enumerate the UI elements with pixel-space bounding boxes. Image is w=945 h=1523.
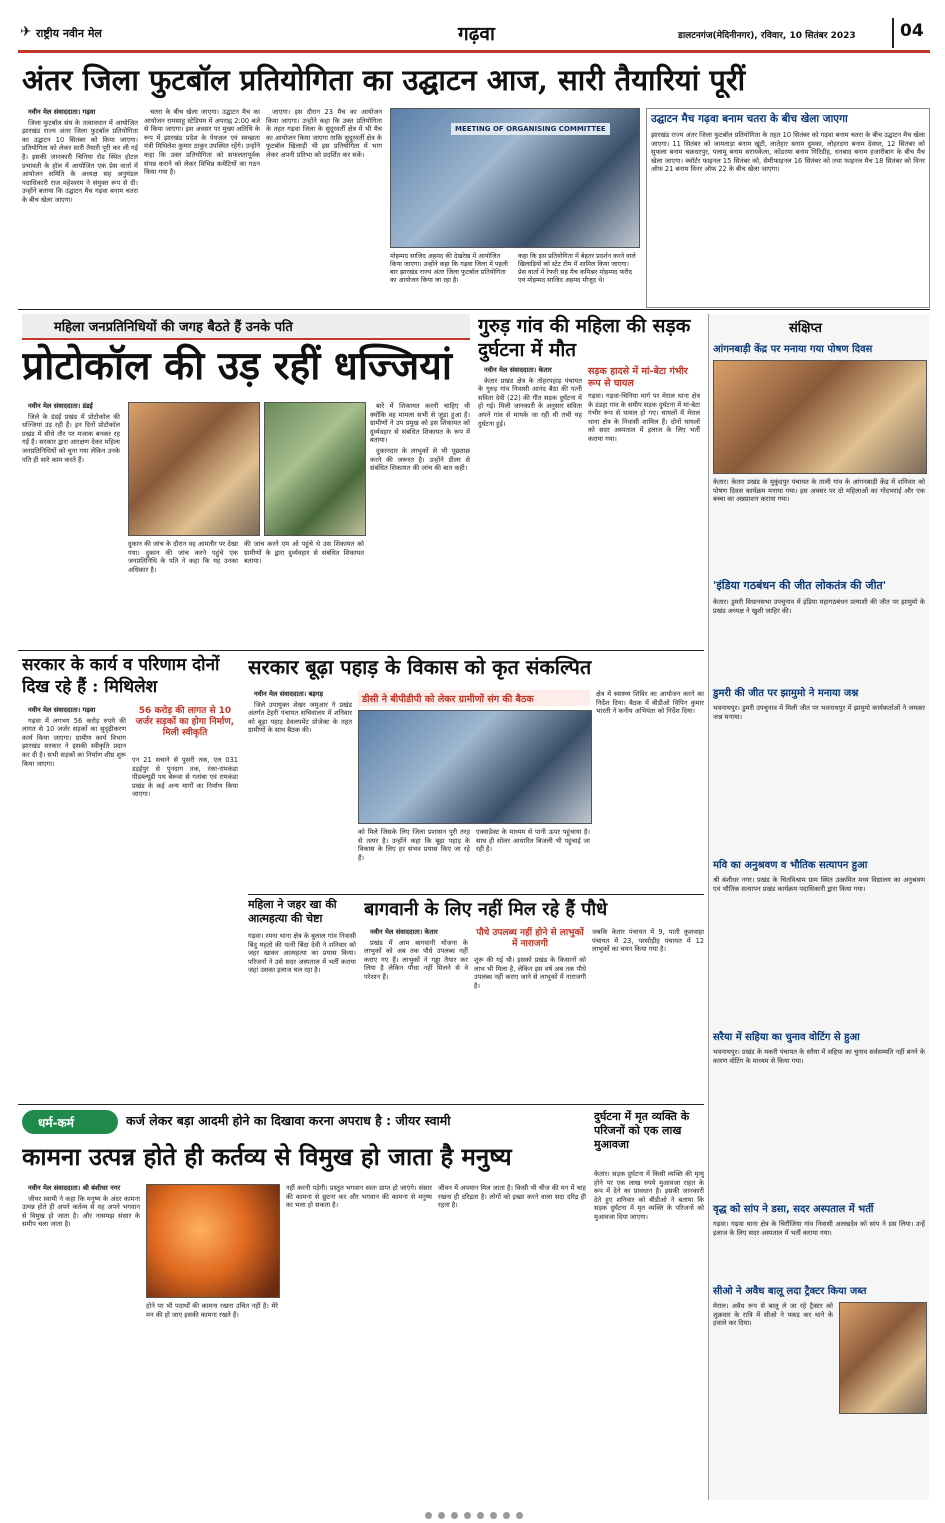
jahar-text: गढ़वा। रमना थाना क्षेत्र के बुलाल गांव निवासी बिंदु महतो की पत्नी बिंदा देवी ने शनिवार को जहर खाकर आत्महत्या का प्रयास किया। परिजनों ने उसे सदर अस्पताल में भर्ती कराया जहां उसका इलाज चल रहा है। bbox=[248, 932, 356, 975]
budhapahad-headline: सरकार बूढ़ा पहाड़ के विकास को कृत संकल्पित bbox=[248, 655, 592, 679]
sankshipt-column bbox=[708, 314, 929, 1500]
brief-text-7: मेराल। अवैध रूप से बालू ले जा रहे ट्रैक्टर को शुक्रवार के रात्रि में सीओ ने पकड़ कर थाने के हवाले कर दिया। bbox=[713, 1302, 833, 1328]
brief-text-2: केतार। डुमरी विधानसभा उपचुनाव में इंडिया महागठबंधन प्रत्याशी की जीत पर झामुमो के प्रखंड अध्यक्ष ने खुशी जाहिर की। bbox=[713, 598, 925, 615]
brief-heading-5: सरैया में सहिया का चुनाव वोटिंग से हुआ bbox=[713, 1032, 860, 1043]
opening-match-box bbox=[646, 108, 930, 308]
page-number: 04 bbox=[900, 21, 924, 41]
masthead bbox=[18, 18, 930, 48]
dharm-label: धर्म-कर्म bbox=[22, 1110, 118, 1134]
dharm-column-3: नहीं करनी पड़ेगी। प्रस्तुत भगवान स्वतः प्राप्त हो जाएंगे। संसार की कामना से छुटना कर और भगवान की कामना से मनुष्य का भला हो सकता है। bbox=[286, 1184, 432, 1210]
opening-match-text: झारखंड राज्य अंतर जिला फुटबॉल प्रतियोगिता के तहत 10 सितंबर को गढ़वा बनाम चतरा के बीच उद्घाटन मैच खेला जाएगा। 11 सितंबर को जामताड़ा बनाम खूंटी, लातेहार बनाम दुमका, लोहरदगा बनाम देवघर, 12 सितंबर को सुफला बनाम चक्रधरपुर, पलामू बनाम सरायकेला, कोडरमा बनाम गिरिडीह, धनबाद बनाम हजारीबाग के बीच मैच खेला जाएगा। क्वॉर्टर फाइनल 15 सितंबर को, सेमीफाइनल 16 सितंबर को तथा फाइनल मैच 18 सितंबर को विनर ऑफ 21 बनाम विनर ऑफ 22 के बीच खेला जाएगा। bbox=[651, 131, 925, 174]
footer-dots bbox=[18, 1504, 930, 1512]
budhapahad-subhead-bar bbox=[358, 690, 590, 706]
brief-heading-3: डुमरी की जीत पर झामुमो ने मनाया जश्न bbox=[713, 688, 859, 699]
dharm-kicker: कर्ज लेकर बड़ा आदमी होने का दिखावा करना अपराध है : जीयर स्वामी bbox=[126, 1113, 451, 1128]
bagwani-column-3: जबकि केतार पंचायत में 9, पाती कुशवाहा पंचायत में 23, परसोड़ीह पंचायत में 12 लाभुकों का चयन किया गया है। bbox=[592, 928, 704, 954]
brief-text-6: गढ़वा। गढ़वा थाना क्षेत्र के चिरौंजिया गांव निवासी अलखदेव को सांप ने डस लिया। उन्हें इलाज के लिए सदर अस्पताल में भर्ती कराया गया। bbox=[713, 1220, 925, 1237]
protocol-column-2: दुकान की जांच के दौरान वह आमतौर पर देखा गया। दुकान की जांच करने पहुंचे एक जनप्रतिनिधि के पति ने कहा कि यह उनका अधिकार है। bbox=[128, 540, 238, 574]
mithilesh-column-2: एन 21 सचाने से पुसरी तक, एल 031 डड़ईपुर से पुनदाग तक, रंका-रामकंडा पीडब्ल्यूडी पथ बेरूवा से गतांबा एवं रामकंडा प्रखंड के कई अन्य मार्गों का निर्माण किया जाएगा। bbox=[132, 756, 238, 799]
brief-text-5: भवनाथपुर। प्रखंड के मकरी पंचायत के सरैया में सहिया का चुनाव सर्वसम्मति नहीं बनने के कारण वोटिंग के माध्यम से किया गया। bbox=[713, 1048, 925, 1065]
masthead-rule bbox=[18, 50, 930, 53]
mithilesh-highlight: 56 करोड़ की लागत से 10 जर्जर सड़कों का होगा निर्माण, मिली स्वीकृति bbox=[135, 706, 235, 738]
brief-text-1: केतार। केतार प्रखंड के मुकुंदपुर पंचायत के ताली गांव के आंगनबाड़ी केंद्र में शनिवार को पोषण दिवस कार्यक्रम मनाया गया। इस अवसर पर दो महिलाओं का गोदभराई और एक बच्चा का अन्नप्राशन कराया गया। bbox=[713, 478, 925, 504]
dharm-column-4: जीवन में अपमान मिल जाता है। किसी भी चीज की मन में चाह रखना ही दरिद्रता है। लोगों को इच्छा करने वाला सदा दरिद्र ही रहता है। bbox=[438, 1184, 586, 1210]
budhapahad-column-2: को मिले जिसके लिए जिला प्रशासन पूरी तरह से तत्पर है। उन्होंने कहा कि बूढ़ा पहाड़ के विकास के लिए हर संभव प्रयास किए जा रहे हैं। bbox=[358, 828, 470, 862]
brief-photo-1 bbox=[713, 360, 927, 474]
garud-column-2: गढ़वा। गढ़वा-चिनिया मार्ग पर मेराल थाना क्षेत्र के डंडहा गांव के समीप सड़क दुर्घटना में मां-बेटा गंभीर रूप से घायल हो गए। घायलों में मेराल थाना क्षेत्र के निवासी शामिल हैं। दोनों घायलों को सदर अस्पताल में इलाज के लिए भर्ती कराया गया। bbox=[588, 392, 700, 443]
lead-column-1: नवीन मेल संवाददाता। गढ़वा जिला फुटबॉल संघ के तत्वावधान में आयोजित झारखंड राज्य अंतर जिला फुटबॉल प्रतियोगिता का उद्घाटन 10 सितंबर को किया जाएगा। प्रतियोगिता को लेकर सारी तैयारी पूरी कर ली गई है। इसकी जानकारी चिनिया रोड स्थित होटल प्रभावती के हॉल में आयोजित एक प्रेस वार्ता में आयोजन समिति के अध्यक्ष सह अनुमंडल पदाधिकारी राज महेश्वरम ने संयुक्त रूप से दी। उन्होंने बताया कि उद्घाटन मैच गढ़वा बनाम चतरा के बीच खेला जाएगा। bbox=[22, 108, 138, 204]
mithilesh-headline: सरकार के कार्य व परिणाम दोनों दिख रहे हैं : मिथिलेश bbox=[22, 655, 220, 697]
lead-column-2: चतरा के बीच खेला जाएगा। उद्घाटन मैच का आयोजन रामसाहू स्टेडियम में अपराह्न 2:00 बजे से किया जाएगा। इस अवसर पर मुख्य अतिथि के रूप में झारखंड प्रदेश के पेयजल एवं स्वच्छता मंत्री मिथिलेश कुमार ठाकुर उपस्थित रहेंगे। उन्होंने कहा कि उक्त प्रतियोगिता को सफलतापूर्वक संपन्न कराने को लेकर विभिन्न कमेटियों का गठन किया गया है। bbox=[144, 108, 260, 177]
jahar-headline: महिला ने जहर खा की आत्महत्या की चेष्टा bbox=[248, 898, 337, 925]
brief-heading-4: मवि का अनुश्रवण व भौतिक सत्यापन हुआ bbox=[713, 860, 868, 871]
brief-heading-1: आंगनबाड़ी केंद्र पर मनाया गया पोषण दिवस bbox=[713, 344, 873, 355]
protocol-column-3: की जांच करने एम ओ पहुंचे थे उस शिकायत को ग्रामीणों के द्वारा दुर्व्यवहार से संबंधित शिकायत बताया। bbox=[244, 540, 364, 566]
protocol-kicker: महिला जनप्रतिनिधियों की जगह बैठते हैं उनके पति bbox=[54, 320, 293, 335]
bagwani-column-1: नवीन मेल संवाददाता। केतार प्रखंड में आम बागवानी योजना के लाभुकों को अब तक पौधे उपलब्ध नहीं कराए गए हैं। लाभुकों ने गड्ढा तैयार कर लिया है लेकिन पौधा नहीं मिलने से वे परेशान हैं। bbox=[364, 928, 468, 981]
dharm-column-1: नवीन मेल संवाददाता। श्री बंशीधर नगर जीयर स्वामी ने कहा कि मनुष्य के अंदर कामना उत्पन्न होते ही अपने कर्तव्य से वह अपने भगवान से विमुख हो जाता है। और नासमझ संसार के समीप चला जाता है। bbox=[22, 1184, 140, 1229]
brief-text-4: श्री बंशीधर नगर। प्रखंड के चितविश्राम ग्राम स्थित उत्क्रमित मध्य विद्यालय का अनुश्रवण एवं भौतिक सत्यापन प्रखंड कार्यक्रम पदाधिकारी द्वारा किया गया। bbox=[713, 876, 925, 893]
mithilesh-column-1: नवीन मेल संवाददाता। गढ़वा गढ़वा में लगभग 56 करोड़ रुपये की लागत से 10 जर्जर सड़कों का सुदृढ़ीकरण कार्य किया जाएगा। ग्रामीण कार्य विभाग झारखंड सरकार ने इसकी स्वीकृति प्रदान कर दी है। सभी सड़कों का निर्माण शीघ्र शुरू किया जाएगा। bbox=[22, 706, 126, 768]
budhapahad-subhead: डीसी ने बीपीडीपी को लेकर ग्रामीणों संग की बैठक bbox=[362, 694, 534, 705]
brief-heading-6: वृद्ध को सांप ने डसा, सदर अस्पताल में भर्ती bbox=[713, 1204, 874, 1215]
bird-logo-icon: ✈ bbox=[20, 24, 32, 40]
bagwani-subhead: पौधे उपलब्ध नहीं होने से लाभुकों में नाराजगी bbox=[476, 928, 584, 949]
dateline: डालटनगंज(मेदिनीनगर), रविवार, 10 सितंबर 2023 bbox=[678, 31, 856, 41]
brief-heading-2: 'इंडिया गठबंधन की जीत लोकतंत्र की जीत' bbox=[713, 579, 887, 592]
lead-photo bbox=[390, 108, 640, 248]
section-title: गढ़वा bbox=[458, 23, 495, 45]
protocol-column-4: बारे में शिकायत करनी चाहिए थी क्योंकि वह मामला सभी से जुड़ा हुआ है। ग्रामीणों ने उप प्रमुख को इस शिकायत को दुर्व्यवहार से संबंधित शिकायत के रूप में बताया। दुकानदार के लाभुकों से भी पूछताछ करने की जरूरत है। उन्होंने डीलर से संबंधित शिकायत की जांच की बात कही। bbox=[370, 402, 470, 473]
brief-heading-7: सीओ ने अवैध बालू लदा ट्रैक्टर किया जब्त bbox=[713, 1286, 867, 1297]
accident-headline: दुर्घटना में मृत व्यक्ति के परिजनों को एक लाख मुआवजा bbox=[594, 1110, 690, 1151]
lead-headline: अंतर जिला फुटबॉल प्रतियोगिता का उद्घाटन आज, सारी तैयारियां पूरीं bbox=[22, 63, 746, 97]
bagwani-column-2: शुरू की गई थी। इसको प्रखंड के किसानों को लाभ भी मिला है, लेकिन इस वर्ष अब तक पौधे उपलब्ध नहीं कराए जाने से लाभुकों में नाराजगी है। bbox=[474, 956, 586, 990]
dharm-column-2: होने पर भी पदार्थों की कामना रखना उचित नहीं है। मेरे मन की हो जाए इसकी कामना रखते हैं। bbox=[146, 1302, 278, 1319]
masthead-logo: राष्ट्रीय नवीन मेल bbox=[36, 27, 102, 40]
garud-column-1: नवीन मेल संवाददाता। केतार केतार प्रखंड क्षेत्र के तोहरपहाड़ पंचायत के गुरुड़ गांव निवासी आनंद बैठा की पत्नी सविता देवी (22) की गीत सड़क दुर्घटना में हो गई। मिली जानकारी के अनुसार सविता अपने गांव से मायके जा रही थी तभी यह दुर्घटना हुई। bbox=[478, 366, 582, 428]
lead-caption-1: मोहम्मद साजिद अहमद की देखरेख में आयोजित किया जाएगा। उन्होंने कहा कि गढ़वा जिला में पहली बार झारखंड राज्य अंतर जिला फुटबॉल प्रतियोगिता का आयोजन किया जा रहा है। bbox=[390, 252, 508, 284]
lead-column-3: जाएगा। इस दौरान 23 मैच का आयोजन किया जाएगा। उन्होंने कहा कि उक्त प्रतियोगिता के तहत गढ़वा जिला के सुदूरवर्ती क्षेत्र में भी मैच का आयोजन किया जाएगा ताकि सुदूरवर्ती क्षेत्र के फुटबॉल खिलाड़ी भी इस प्रतियोगिता में भाग लेकर अपनी प्रतिभा को प्रदर्शित कर सकें। bbox=[266, 108, 382, 159]
budhapahad-column-3: एक्वाडेक्ट के माध्यम से पानी ऊपर पहुंचाया है। साथ ही सोलर आधारित बिजली भी पहुंचाई जा रही है। bbox=[476, 828, 590, 854]
opening-match-heading: उद्घाटन मैच गढ़वा बनाम चतरा के बीच खेला जाएगा bbox=[651, 113, 848, 125]
garud-headline: गुरुड़ गांव की महिला की सड़क दुर्घटना में मौत bbox=[478, 315, 691, 361]
lead-caption-2: कहा कि इस प्रतियोगिता में बेहतर प्रदर्शन करने वाले खिलाड़ियों को स्टेट टीम में शामिल किया जाएगा। प्रेस वार्ता में रेफरी सह मैच कमिश्नर मोहम्मद फरीद एवं मोहम्मद साजिद अहमद मौजूद थे। bbox=[518, 252, 636, 284]
brief-photo-7 bbox=[839, 1302, 927, 1414]
protocol-kicker-bar bbox=[22, 314, 470, 340]
brief-text-3: भवनाथपुर। डुमरी उपचुनाव में मिली जीत पर भवनाथपुर में झामुमो कार्यकर्ताओं ने जमकर जश्न मनाया। bbox=[713, 704, 925, 721]
garud-subhead: सड़क हादसे में मां-बेटा गंभीर रूप से घायल bbox=[588, 366, 688, 389]
dharm-photo bbox=[146, 1184, 280, 1298]
protocol-headline: प्रोटोकॉल की उड़ रहीं धज्जियां bbox=[22, 343, 452, 389]
sankshipt-label: संक्षिप्त bbox=[789, 321, 822, 336]
dharm-headline: कामना उत्पन्न होते ही कर्तव्य से विमुख हो जाता है मनुष्य bbox=[22, 1142, 512, 1171]
photo-banner: MEETING OF ORGANISING COMMITTEE bbox=[451, 123, 610, 135]
budhapahad-column-1: नवीन मेल संवाददाता। बड़गड़ जिले उपायुक्त शेखर जमुआर ने प्रखंड अंतर्गत टेहरी पंचायत सचिवालय में शनिवार को बूढ़ा पहाड़ डेवलपमेंट प्रोजेक्ट के तहत ग्रामीणों के साथ बैठक की। bbox=[248, 690, 352, 735]
bagwani-headline: बागवानी के लिए नहीं मिल रहे हैं पौधे bbox=[364, 899, 608, 920]
protocol-photo-1 bbox=[128, 402, 260, 536]
budhapahad-column-4: क्षेत्र में स्वास्थ्य शिविर का आयोजन करने का निर्देश दिया। बैठक में बीडीओ विपिन कुमार भारती ने कनीय अभियंता को निर्देश दिया। bbox=[596, 690, 704, 716]
budhapahad-photo bbox=[358, 710, 592, 824]
accident-text: केतार। सड़क दुर्घटना में किसी व्यक्ति की मृत्यु होने पर एक लाख रुपये मुआवजा राहत के रूप में देने का प्रावधान है। इसकी जानकारी देते हुए शनिवार को बीडीओ ने बताया कि सड़क दुर्घटना में मृत व्यक्ति के परिजनों को मुआवजा दिया जाएगा। bbox=[594, 1170, 704, 1221]
protocol-column-1: नवीन मेल संवाददाता। डंडई जिले के डंडई प्रखंड में प्रोटोकॉल की धज्जियां उड़ रही हैं। इन दिनों प्रोटोकॉल प्रखंड में सीधे तौर पर मजाक बनकर रह गई है। सरकार द्वारा आरक्षण देकर महिला जनप्रतिनिधियों को चुना गया लेकिन उनके पति ही सारे काम करते हैं। bbox=[22, 402, 120, 464]
protocol-photo-2 bbox=[264, 402, 366, 536]
